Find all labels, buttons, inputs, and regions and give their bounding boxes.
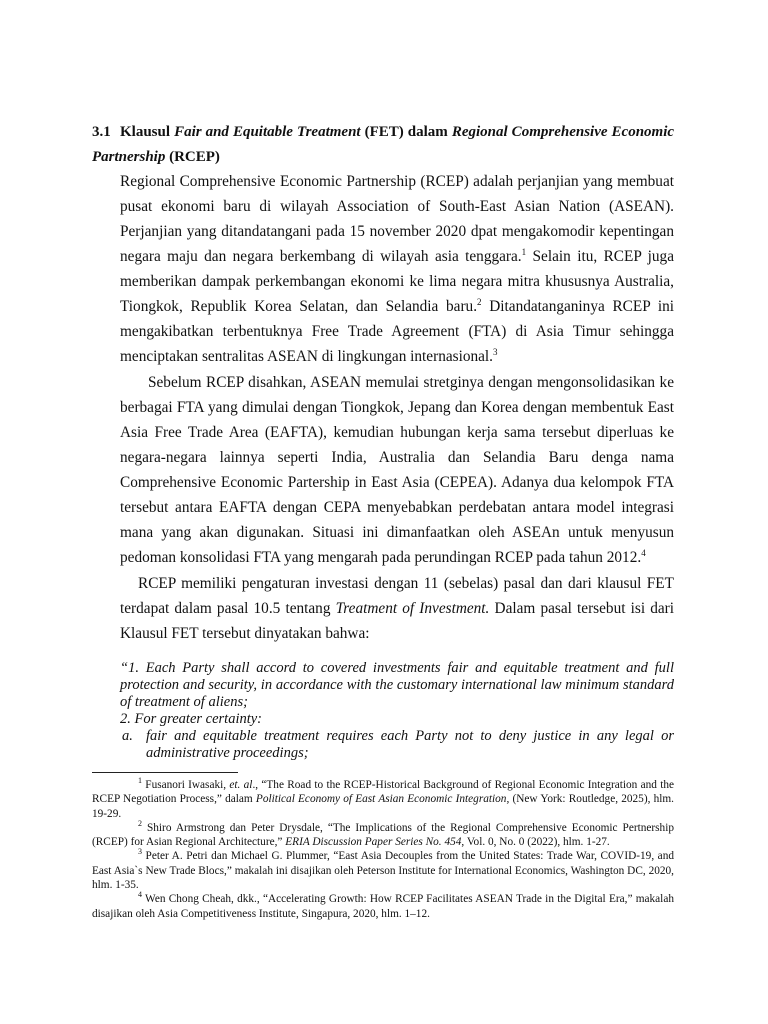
paragraph-3: RCEP memiliki pengaturan investasi dengan 11 (sebelas) pasal dan dari klausul FET terdapat dalam pasal 10.5 tentang Treatment of Investment. Dalam pasal tersebut isi dari Klausul FET tersebut dinyatakan bahwa: — [120, 575, 675, 642]
footnote-4: $^4$ Wen Chong Cheah, dkk., “Accelerating Growth: How RCEP Facilitates ASEAN Trade in the Digital Era,” makalah disajikan oleh Asia Competitiveness Institute, Singapura, 2020, hlm. 1–12. — [92, 890, 674, 920]
section-number: 3.1 — [92, 124, 111, 140]
footnote-ref-2[interactable]: 2 — [477, 296, 482, 307]
footnote-ref-3[interactable]: 3 — [493, 346, 498, 357]
quote-clause-2: 2. For greater certainty: — [120, 711, 263, 727]
section-heading: 3.1 Klausul Fair and Equitable Treatment (FET) dalam Regional Comprehensive Economic Partnership (RCEP) — [92, 120, 674, 170]
footnote-1: $^1$ Fusanori Iwasaki, et. al., “The Road to the RCEP-Historical Background of Regional Economic Integration and the RCEP Negotiation Process,” dalam Political Economy of East Asian Economic Integration, (New York: Routledge, 2025), hlm. 19-29. — [92, 776, 675, 820]
quote-clause-1: “1. Each Party shall accord to covered investments fair and equitable treatment and full protection and security, in accordance with the customary international law minimum standard of treatment of aliens; — [120, 660, 674, 710]
paragraph-2: Sebelum RCEP disahkan, ASEAN memulai stretginya dengan mengonsolidasikan ke berbagai FTA yang dimulai dengan Tiongkok, Jepang dan Korea dengan membentuk East Asia Free Trade Area (EAFTA), kemudian hubungan kerja sama tersebut diperluas ke negara-negara lainnya seperti India, Australia dan Selandia Baru denga nama Comprehensive Economic Partership in East Asia (CEPEA). Adanya dua kelompok FTA tersebut antara EAFTA dengan CEPA menyebabkan perdebatan antara model integrasi mana yang akan digunakan. Situasi ini dimanfaatkan oleh ASEAn untuk menyusun pedoman konsolidasi FTA yang mengarah pada perundingan RCEP pada tahun 2012.$^4$ — [120, 374, 674, 566]
footnote-separator — [92, 772, 238, 773]
quote-item-a — [120, 728, 674, 762]
paragraph-1: Regional Comprehensive Economic Partnership (RCEP) adalah perjanjian yang membuat pusat ekonomi baru di wilayah Association of South-East Asian Nation (ASEAN). Perjanjian yang ditandatangani pada 15 november 2020 dpat mengakomodir kepentingan negara maju dan negara berkembang di wilayah asia tenggara.$^1$ Selain itu, RCEP juga memberikan dampak perkembangan ekonomi ke lima negara mitra khususnya Australia, Tiongkok, Republik Korea Selatan, dan Selandia baru.$^2$ Ditandatanganinya RCEP ini mengakibatkan terbentuknya Free Trade Agreement (FTA) di Asia Timur sehingga menciptakan sentralitas ASEAN di lingkungan internasional.$^3$ — [120, 173, 674, 365]
footnote-3: $^3$ Peter A. Petri dan Michael G. Plummer, “East Asia Decouples from the United States: Trade War, COVID-19, and East Asia`s New Trade Blocs,” makalah ini disajikan oleh Peterson Institute for International Economics, Washington DC, 2020, hlm. 1-35. — [92, 847, 674, 892]
footnote-ref-4[interactable]: 4 — [641, 547, 646, 558]
footnote-ref-1[interactable]: 1 — [521, 246, 527, 257]
block-quote — [120, 660, 674, 762]
list-marker: a. — [122, 728, 133, 744]
footnotes — [92, 778, 674, 921]
footnote-2: $^2$ Shiro Armstrong dan Peter Drysdale, “The Implications of the Regional Comprehensive Economic Pertnership (RCEP) for Asian Regional Architecture,” ERIA Discussion Paper Series No. 454, Vol. 0, No. 0 (2022), hlm. 1-27. — [92, 819, 674, 849]
list-item-text: fair and equitable treatment requires each Party not to deny justice in any legal or administrative proceedings; — [146, 728, 674, 761]
